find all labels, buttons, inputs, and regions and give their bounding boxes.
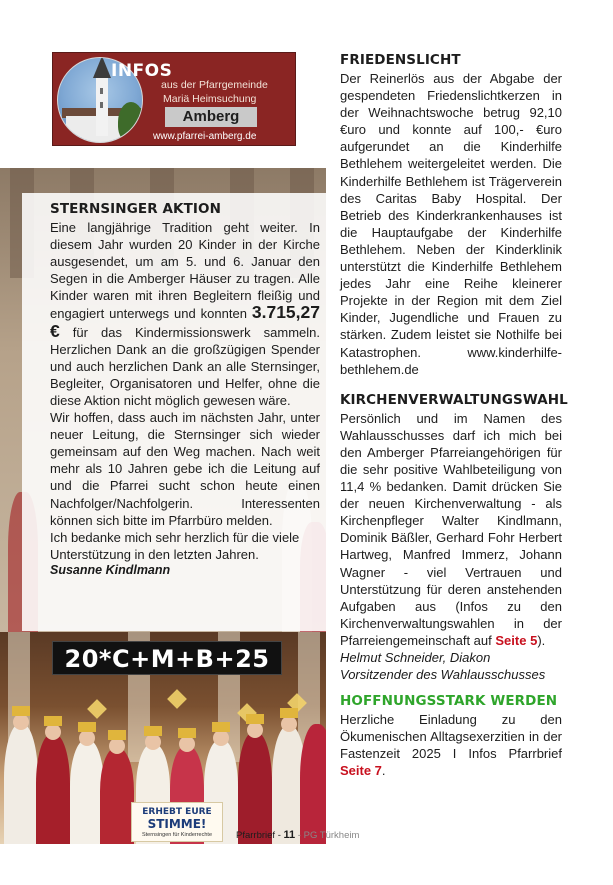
page-footer: Pfarrbrief - 11 - PG Türkheim [236,829,360,841]
donation-amount: 3.715,27 € [50,302,320,341]
hoffnung-heading: HOFFNUNGSSTARK WERDEN [340,693,558,710]
kirchenwahl-signature-2: Vorsitzender des Wahlausschusses [340,667,546,683]
page-number: 11 [283,829,296,841]
kirchenwahl-heading: KIRCHENVERWALTUNGSWAHL [340,391,568,408]
sternsinger-article [50,201,320,577]
masthead-subtitle-1: aus der Pfarrgemeinde [161,79,268,91]
kirchenwahl-text: Persönlich und im Namen des Wahlausschusses darf ich mich bei den Amberger Pfarreiangehörigen für die sehr positive Wahlbeteiligung von 11,4 % bedanken. Damit drücken Sie der neuen Kirchenverwaltung - als Kirchenpfleger Walter Kindlmann, Dominik Bäßler, Gerhard Fohr Herbert Hartweg, Manfred Immerz, Johann Wagner - viel Vertrauen und Unterstützung für deren anstehenden Aufgaben aus (Infos zu den Kirchenverwaltungswahlen in der Pfarreiengemeinschaft auf Seite 5). [340,410,562,648]
right-column [340,52,568,780]
seite-7-link[interactable]: Seite 7 [340,763,382,779]
seite-5-link[interactable]: Seite 5 [495,632,538,648]
friedenslicht-heading: FRIEDENSLICHT [340,52,461,68]
masthead-title: INFOS [111,61,173,81]
sternsinger-paragraph-3: Ich bedanke mich sehr herzlich für die viele Unterstützung in den letzten Jahren. [50,529,300,562]
sternsinger-paragraph-2: Wir hoffen, dass auch im nächsten Jahr, unter neuer Leitung, die Sternsinger sich wieder gemeinsam auf den Weg machen. Nach weit mehr als 10 Jahren gebe ich die Leitung auf und die Pfarrei sucht schon heute einen Nachfolger/Nachfolgerin. Interessenten können sich bitte im Pfarrbüro melden. [50,410,320,528]
masthead-place: Amberg [165,107,257,127]
masthead-subtitle-2: Mariä Heimsuchung [163,93,257,105]
sternsinger-signature: Susanne Kindlmann [50,562,171,577]
sternsinger-paragraph-1: Eine langjährige Tradition geht weiter. In diesem Jahr wurden 20 Kinder in der Kirche ausgesendet, um am 5. und 6. Januar den Segen in die Amberger Häuser zu tragen. Alle Kinder waren mit ihren Begleitern fleißig und engagiert unterwegs und konnten 3.715,27 € für das Kindermissionswerk sammeln. Herzlichen Dank an die großzügigen Spender und auch herzlichen Dank an alle Sternsinger, Begleiter, Organisatoren und Helfer, ohne die diese Aktion nicht möglich gewesen wäre. [50,220,320,408]
friedenslicht-text: Der Reinerlös aus der Abgabe der gespendeten Friedenslichtkerzen in der Weihnachtswoche betrug 92,10 €uro und konnte auf 100,- €uro aufgerundet an die Kinderhilfe Bethlehem weitergeleitet werden. Die Kinderhilfe Bethlehem ist Trägerverein des Caritas Baby Hospital. Der Betrieb des Kinderkrankenhauses ist die Hauptaufgabe der Kinderhilfe Bethlehem. Neben der Kinderklinik unterstützt die Kinderhilfe Bethlehem jedes Jahr eine Reihe kleinerer Projekte in der Region mit dem Ziel Kinder, Jugendliche und Frauen zu stärken. Zudem leistet sie Nothilfe bei Katastrophen. www.kinderhilfe-bethlehem.de [340,71,562,377]
masthead-banner [52,52,296,146]
masthead-url[interactable]: www.pfarrei-amberg.de [153,131,257,142]
cmb-blessing-badge: 20*C+M+B+25 [52,641,282,675]
kirchenwahl-signature-1: Helmut Schneider, Diakon [340,650,491,665]
sternsinger-heading: STERNSINGER AKTION [50,201,222,217]
sternsinger-campaign-logo: ERHEBT EURE STIMME! Sternsingen für Kinderrechte [131,802,223,842]
hoffnung-text: Herzliche Einladung zu den Ökumenischen Alltagsexerzitien in der Fastenzeit 2025 I Infos Pfarrbrief Seite 7. [340,712,562,779]
